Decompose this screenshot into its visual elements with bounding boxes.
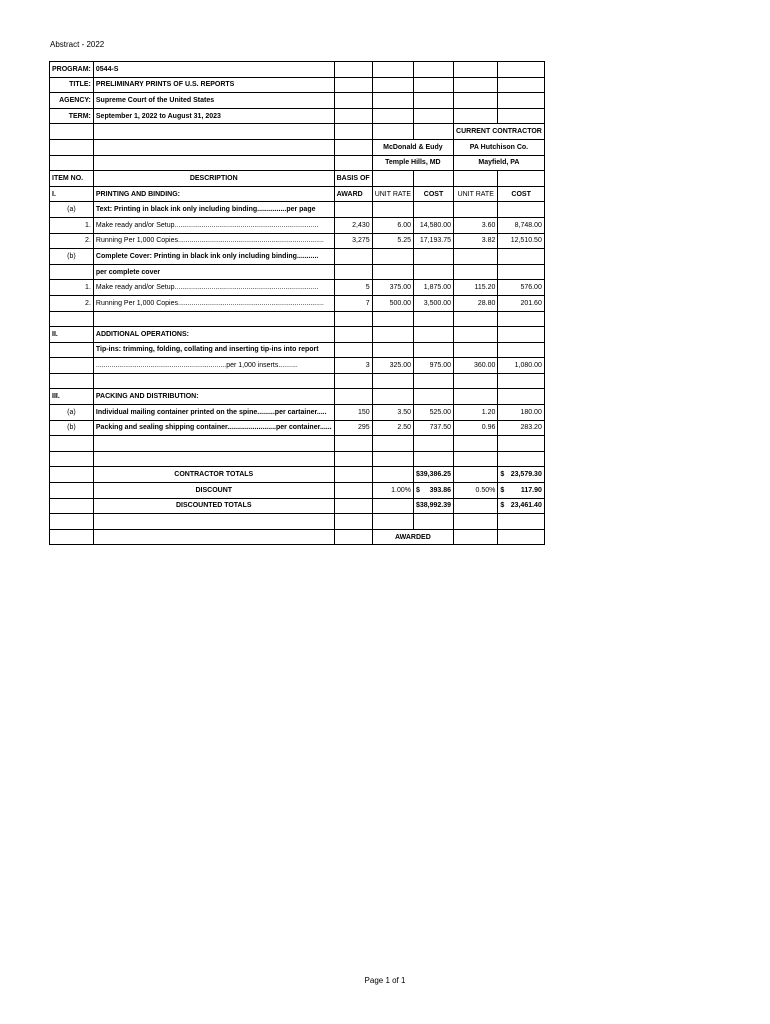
awarded-label: AWARDED — [372, 529, 453, 545]
discounted-total-1: $38,992.39 — [414, 498, 454, 514]
row-number: (b) — [50, 420, 94, 436]
cost-1: 3,500.00 — [414, 295, 454, 311]
title-row — [50, 77, 545, 93]
contractor-2-location: Mayfield, PA — [454, 155, 545, 171]
row-description: Make ready and/or Setup.......................................................................... — [93, 280, 334, 296]
cost-2: 201.60 — [498, 295, 544, 311]
dollar-sign: $ — [500, 502, 505, 510]
unit-rate-1: 5.25 — [372, 233, 413, 249]
contractor-2-name: PA Hutchison Co. — [454, 139, 545, 155]
cost-2: 576.00 — [498, 280, 544, 296]
spacer-row — [50, 436, 545, 452]
item-b-row — [50, 249, 545, 265]
unit-rate-2: 0.96 — [454, 420, 498, 436]
row-description: ...................................................................per 1,000 inserts.......... — [93, 358, 334, 374]
section-2-title: ADDITIONAL OPERATIONS: — [93, 327, 334, 343]
term-value: September 1, 2022 to August 31, 2023 — [93, 108, 334, 124]
unit-rate-1: 2.50 — [372, 420, 413, 436]
dollar-sign: $ — [416, 486, 420, 494]
unit-rate-1: 325.00 — [372, 358, 413, 374]
row-number: (a) — [50, 405, 94, 421]
award-header: AWARD — [334, 186, 372, 202]
cost-2: 1,080.00 — [498, 358, 544, 374]
title-label: TITLE: — [50, 77, 94, 93]
table-row — [50, 217, 545, 233]
unit-rate-1: 375.00 — [372, 280, 413, 296]
unit-rate-header-1: UNIT RATE — [372, 186, 413, 202]
page-header: Abstract - 2022 — [50, 40, 105, 49]
awarded-row — [50, 529, 545, 545]
discounted-total-2: 23,461.40 — [510, 502, 542, 510]
current-contractor-row — [50, 124, 545, 140]
tip-ins-row — [50, 342, 545, 358]
page-footer: Page 1 of 1 — [364, 976, 406, 985]
table-row — [50, 233, 545, 249]
basis-value: 295 — [334, 420, 372, 436]
cost-2: 180.00 — [498, 405, 544, 421]
contractor-totals-row — [50, 467, 545, 483]
unit-rate-2: 3.82 — [454, 233, 498, 249]
section-2-number: II. — [50, 327, 94, 343]
section-3-row — [50, 389, 545, 405]
contractor-name-row — [50, 139, 545, 155]
current-contractor-label: CURRENT CONTRACTOR — [454, 124, 545, 140]
item-b-text-2: per complete cover — [93, 264, 334, 280]
discount-label: DISCOUNT — [93, 483, 334, 499]
cost-1: 1,875.00 — [414, 280, 454, 296]
contractor-location-row — [50, 155, 545, 171]
spacer-row — [50, 373, 545, 389]
row-number: 2. — [50, 295, 94, 311]
row-number: 1. — [50, 217, 94, 233]
table-row — [50, 280, 545, 296]
basis-value: 2,430 — [334, 217, 372, 233]
contractor-totals-label: CONTRACTOR TOTALS — [93, 467, 334, 483]
cost-1: 975.00 — [414, 358, 454, 374]
unit-rate-2: 1.20 — [454, 405, 498, 421]
spacer-row — [50, 451, 545, 467]
cost-1: 17,193.75 — [414, 233, 454, 249]
contractor-1-location: Temple Hills, MD — [372, 155, 453, 171]
unit-rate-1: 6.00 — [372, 217, 413, 233]
section-1-number: I. — [50, 186, 94, 202]
contractor-2-total: 23,579.30 — [510, 471, 542, 479]
section-2-row — [50, 327, 545, 343]
description-header: DESCRIPTION — [93, 171, 334, 187]
cost-2: 12,510.50 — [498, 233, 544, 249]
cost-2: 283.20 — [498, 420, 544, 436]
row-description: Individual mailing container printed on the spine.........per cartainer..... — [93, 405, 334, 421]
cost-2: 8,748.00 — [498, 217, 544, 233]
basis-of-header: BASIS OF — [334, 171, 372, 187]
unit-rate-2: 360.00 — [454, 358, 498, 374]
discount-1-percent: 1.00% — [372, 483, 413, 499]
unit-rate-2: 115.20 — [454, 280, 498, 296]
table-row — [50, 295, 545, 311]
item-a-text: Text: Printing in black ink only including binding...............per page — [93, 202, 334, 218]
spacer-row — [50, 311, 545, 327]
contractor-1-total: $39,386.25 — [414, 467, 454, 483]
discount-2-amount: 117.90 — [520, 486, 542, 494]
unit-rate-2: 3.60 — [454, 217, 498, 233]
section-3-number: III. — [50, 389, 94, 405]
discounted-totals-label: DISCOUNTED TOTALS — [93, 498, 334, 514]
item-b-continued-row — [50, 264, 545, 280]
term-label: TERM: — [50, 108, 94, 124]
dollar-sign: $ — [500, 486, 505, 494]
basis-value: 3,275 — [334, 233, 372, 249]
row-number: 1. — [50, 280, 94, 296]
basis-value: 3 — [334, 358, 372, 374]
row-description: Running Per 1,000 Copies........................................................................... — [93, 233, 334, 249]
row-number: 2. — [50, 233, 94, 249]
cost-header-1: COST — [414, 186, 454, 202]
unit-rate-header-2: UNIT RATE — [454, 186, 498, 202]
item-b-label: (b) — [50, 249, 94, 265]
program-value: 0544-S — [93, 62, 334, 78]
discount-1-amount: 393.86 — [429, 486, 452, 494]
table-row — [50, 405, 545, 421]
item-b-text: Complete Cover: Printing in black ink only including binding........... — [93, 249, 334, 265]
table-row — [50, 420, 545, 436]
unit-rate-1: 3.50 — [372, 405, 413, 421]
item-no-header: ITEM NO. — [50, 171, 94, 187]
title-value: PRELIMINARY PRINTS OF U.S. REPORTS — [93, 77, 334, 93]
program-row — [50, 62, 545, 78]
abstract-table — [49, 61, 545, 545]
contractor-1-name: McDonald & Eudy — [372, 139, 453, 155]
table-row — [50, 358, 545, 374]
cost-1: 14,580.00 — [414, 217, 454, 233]
program-label: PROGRAM: — [50, 62, 94, 78]
term-row — [50, 108, 545, 124]
row-description: Make ready and/or Setup.......................................................................... — [93, 217, 334, 233]
unit-rate-1: 500.00 — [372, 295, 413, 311]
row-description: Packing and sealing shipping container.........................per container...... — [93, 420, 334, 436]
cost-header-2: COST — [498, 186, 544, 202]
agency-value: Supreme Court of the United States — [93, 93, 334, 109]
cost-1: 525.00 — [414, 405, 454, 421]
cost-1: 737.50 — [414, 420, 454, 436]
tip-ins-text: Tip-ins: trimming, folding, collating and inserting tip-ins into report — [93, 342, 334, 358]
dollar-sign: $ — [500, 471, 505, 479]
basis-value: 7 — [334, 295, 372, 311]
item-a-row — [50, 202, 545, 218]
item-a-label: (a) — [50, 202, 94, 218]
spacer-row — [50, 514, 545, 530]
column-header-row-1 — [50, 171, 545, 187]
discounted-totals-row — [50, 498, 545, 514]
section-3-title: PACKING AND DISTRIBUTION: — [93, 389, 334, 405]
section-1-title: PRINTING AND BINDING: — [93, 186, 334, 202]
basis-value: 5 — [334, 280, 372, 296]
basis-value: 150 — [334, 405, 372, 421]
agency-row — [50, 93, 545, 109]
row-description: Running Per 1,000 Copies........................................................................... — [93, 295, 334, 311]
discount-2-percent: 0.50% — [454, 483, 498, 499]
discount-row — [50, 483, 545, 499]
section-1-row — [50, 186, 545, 202]
agency-label: AGENCY: — [50, 93, 94, 109]
unit-rate-2: 28.80 — [454, 295, 498, 311]
